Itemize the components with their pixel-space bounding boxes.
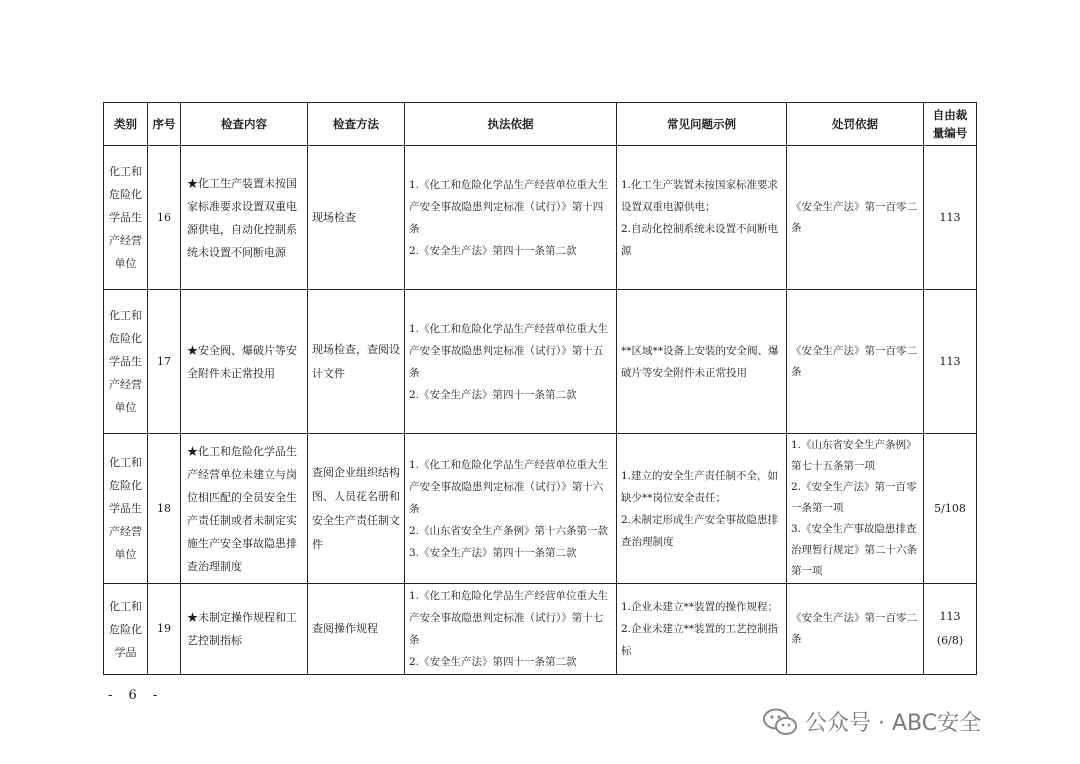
header-basis: 执法依据 xyxy=(405,103,617,146)
row-content: ★未制定操作规程和工艺控制指标 xyxy=(181,584,308,675)
row-penalty-line: 《安全生产法》第一百零二条 xyxy=(791,200,917,234)
watermark xyxy=(763,706,981,737)
row-basis xyxy=(405,146,617,290)
row-examples xyxy=(617,584,787,675)
row-basis-line: 2.《山东省安全生产条例》第十六条第一款 xyxy=(409,524,609,537)
inspection-table xyxy=(103,102,977,675)
header-method: 检查方法 xyxy=(308,103,405,146)
table-row xyxy=(104,434,977,584)
header-examples: 常见问题示例 xyxy=(617,103,787,146)
row-examples-line: 1.化工生产装置未按国家标准要求设置双重电源供电； xyxy=(621,178,779,213)
row-basis-line: 1.《化工和危险化学品生产经营单位重大生产安全事故隐患判定标准（试行）》第十五条 xyxy=(409,322,609,379)
row-basis xyxy=(405,584,617,675)
row-method: 查阅操作规程 xyxy=(308,584,405,675)
row-method: 现场检查，查阅设计文件 xyxy=(308,290,405,434)
row-examples xyxy=(617,146,787,290)
row-code: 113 xyxy=(924,146,977,290)
wechat-icon xyxy=(763,708,797,736)
row-penalty xyxy=(787,584,924,675)
row-content: ★安全阀、爆破片等安全附件未正常投用 xyxy=(181,290,308,434)
row-seq: 16 xyxy=(148,146,181,290)
table-row xyxy=(104,584,977,675)
header-content: 检查内容 xyxy=(181,103,308,146)
page-number: - 6 - xyxy=(108,688,164,703)
row-penalty xyxy=(787,290,924,434)
row-basis-line: 2.《安全生产法》第四十一条第二款 xyxy=(409,388,577,401)
row-examples-line: 2.自动化控制系统未设置不间断电源 xyxy=(621,222,779,257)
row-examples-line: 2.企业未建立**装置的工艺控制指标 xyxy=(621,623,779,657)
row-examples-line: 1.企业未建立**装置的操作规程； xyxy=(621,601,779,613)
row-examples xyxy=(617,290,787,434)
row-seq: 19 xyxy=(148,584,181,675)
row-category: 化工和危险化学品生产经营单位 xyxy=(104,290,148,434)
row-content: ★化工和危险化学品生产经营单位未建立与岗位相匹配的全员安全生产责任制或者未制定实施生产安全事故隐患排查治理制度 xyxy=(181,434,308,584)
row-basis-line: 2.《安全生产法》第四十一条第二款 xyxy=(409,244,577,257)
row-penalty-line: 1.《山东省安全生产条例》第七十五条第一项 xyxy=(791,439,917,472)
row-category: 化工和危险化学品生产经营单位 xyxy=(104,146,148,290)
row-examples-line: **区域**设备上安装的安全阀、爆破片等安全附件未正常投用 xyxy=(621,344,779,379)
row-penalty-line: 《安全生产法》第一百零二条 xyxy=(791,344,917,378)
row-category: 化工和危险化学品 xyxy=(104,584,148,675)
row-examples-line: 2.未制定形成生产安全事故隐患排查治理制度 xyxy=(621,513,779,548)
row-examples xyxy=(617,434,787,584)
row-basis-line: 3.《安全生产法》第四十一条第二款 xyxy=(409,546,577,559)
watermark-text: 公众号 · ABC安全 xyxy=(805,711,982,736)
row-basis-line: 1.《化工和危险化学品生产经营单位重大生产安全事故隐患判定标准（试行）》第十七条 xyxy=(409,590,609,646)
row-penalty-line: 2.《安全生产法》第一百零一条第一项 xyxy=(791,481,917,514)
row-basis-line: 1.《化工和危险化学品生产经营单位重大生产安全事故隐患判定标准（试行）》第十六条 xyxy=(409,458,609,515)
row-basis-line: 2.《安全生产法》第四十一条第二款 xyxy=(409,656,577,668)
table-row xyxy=(104,290,977,434)
row-basis xyxy=(405,434,617,584)
row-examples-line: 1.建立的安全生产责任制不全，如缺少**岗位安全责任； xyxy=(621,469,779,504)
row-category: 化工和危险化学品生产经营单位 xyxy=(104,434,148,584)
row-penalty-line: 3.《安全生产事故隐患排查治理暂行规定》第二十六条第一项 xyxy=(791,523,917,577)
row-penalty xyxy=(787,434,924,584)
row-method: 现场检查 xyxy=(308,146,405,290)
table-header-row xyxy=(104,103,977,146)
header-code: 自由裁量编号 xyxy=(924,103,977,146)
header-seq: 序号 xyxy=(148,103,181,146)
table-body xyxy=(104,146,977,675)
row-code: 5/108 xyxy=(924,434,977,584)
table-row xyxy=(104,146,977,290)
row-content: ★化工生产装置未按国家标准要求设置双重电源供电，自动化控制系统未设置不间断电源 xyxy=(181,146,308,290)
row-seq: 18 xyxy=(148,434,181,584)
row-code: 113 xyxy=(924,290,977,434)
row-penalty-line: 《安全生产法》第一百零二条 xyxy=(791,612,917,645)
row-penalty xyxy=(787,146,924,290)
row-basis-line: 1.《化工和危险化学品生产经营单位重大生产安全事故隐患判定标准（试行）》第十四条 xyxy=(409,178,609,235)
row-method: 查阅企业组织结构图、人员花名册和安全生产责任制文件 xyxy=(308,434,405,584)
header-penalty: 处罚依据 xyxy=(787,103,924,146)
row-seq: 17 xyxy=(148,290,181,434)
header-category: 类别 xyxy=(104,103,148,146)
row-basis xyxy=(405,290,617,434)
row-code: 113 (6/8) xyxy=(924,584,977,675)
